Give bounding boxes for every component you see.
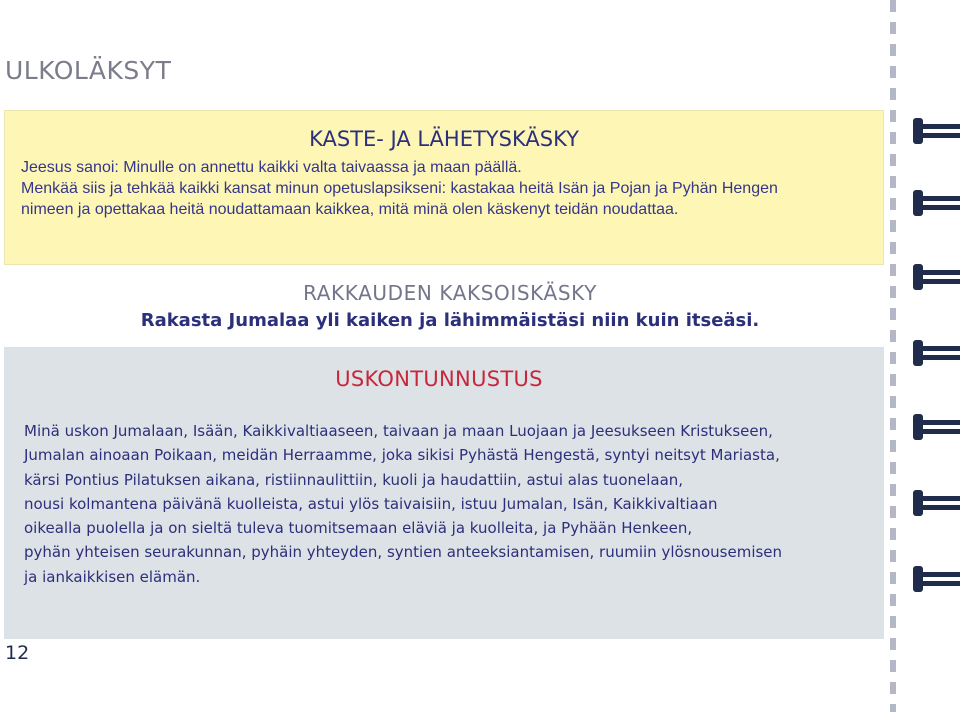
- usko-line: Minä uskon Jumalaan, Isään, Kaikkivaltiaaseen, taivaan ja maan Luojaan ja Jeesukseen Kristukseen,: [24, 422, 773, 440]
- usko-box: [4, 347, 884, 639]
- page-number: 12: [5, 642, 30, 664]
- binding-ring-icon: [913, 118, 960, 144]
- usko-line: nousi kolmantena päivänä kuolleista, astui ylös taivaisiin, istuu Jumalan, Isän, Kaikkivaltiaan: [24, 494, 718, 513]
- kaste-line: Menkää siis ja tehkää kaikki kansat minun opetuslapsikseni: kastakaa heitä Isän ja Pojan ja Pyhän Hengen: [21, 180, 778, 197]
- binding-ring-icon: [913, 190, 960, 216]
- usko-text: [24, 419, 874, 589]
- usko-heading: USKONTUNNUSTUS: [335, 367, 543, 391]
- kaste-line: nimeen ja opettakaa heitä noudattamaan kaikkea, mitä minä olen käskenyt teidän noudattaa.: [21, 201, 679, 218]
- usko-line: Jumalan ainoaan Poikaan, meidän Herraamme, joka sikisi Pyhästä Hengestä, syntyi neitsyt Mariasta,: [24, 446, 780, 465]
- kaste-text: [21, 157, 881, 220]
- usko-line: ja iankaikkisen elämän.: [24, 567, 201, 586]
- binding-ring-icon: [913, 490, 960, 516]
- binding-ring-icon: [913, 566, 960, 592]
- usko-line: kärsi Pontius Pilatuksen aikana, ristiinnaulittiin, kuoli ja haudattiin, astui alas tuonelaan,: [24, 470, 684, 489]
- usko-line: oikealla puolella ja on sieltä tuleva tuomitsemaan eläviä ja kuolleita, ja Pyhään Henkeen,: [24, 519, 693, 538]
- binding-ring-icon: [913, 414, 960, 440]
- usko-line: pyhän yhteisen seurakunnan, pyhäin yhteyden, syntien anteeksiantamisen, ruumiin ylösnousemisen: [24, 543, 783, 562]
- section-title: ULKOLÄKSYT: [5, 56, 172, 85]
- rakkaus-heading: RAKKAUDEN KAKSOISKÄSKY: [303, 281, 597, 305]
- binding-dash-line: [890, 0, 896, 712]
- kaste-heading: KASTE- JA LÄHETYSKÄSKY: [309, 127, 579, 151]
- kaste-line: Jeesus sanoi: Minulle on annettu kaikki valta taivaassa ja maan päällä.: [21, 159, 522, 176]
- binding-ring-icon: [913, 340, 960, 366]
- binding-ring-icon: [913, 264, 960, 290]
- rakkaus-text: Rakasta Jumalaa yli kaiken ja lähimmäistäsi niin kuin itseäsi.: [140, 310, 760, 331]
- kaste-box: [4, 110, 884, 265]
